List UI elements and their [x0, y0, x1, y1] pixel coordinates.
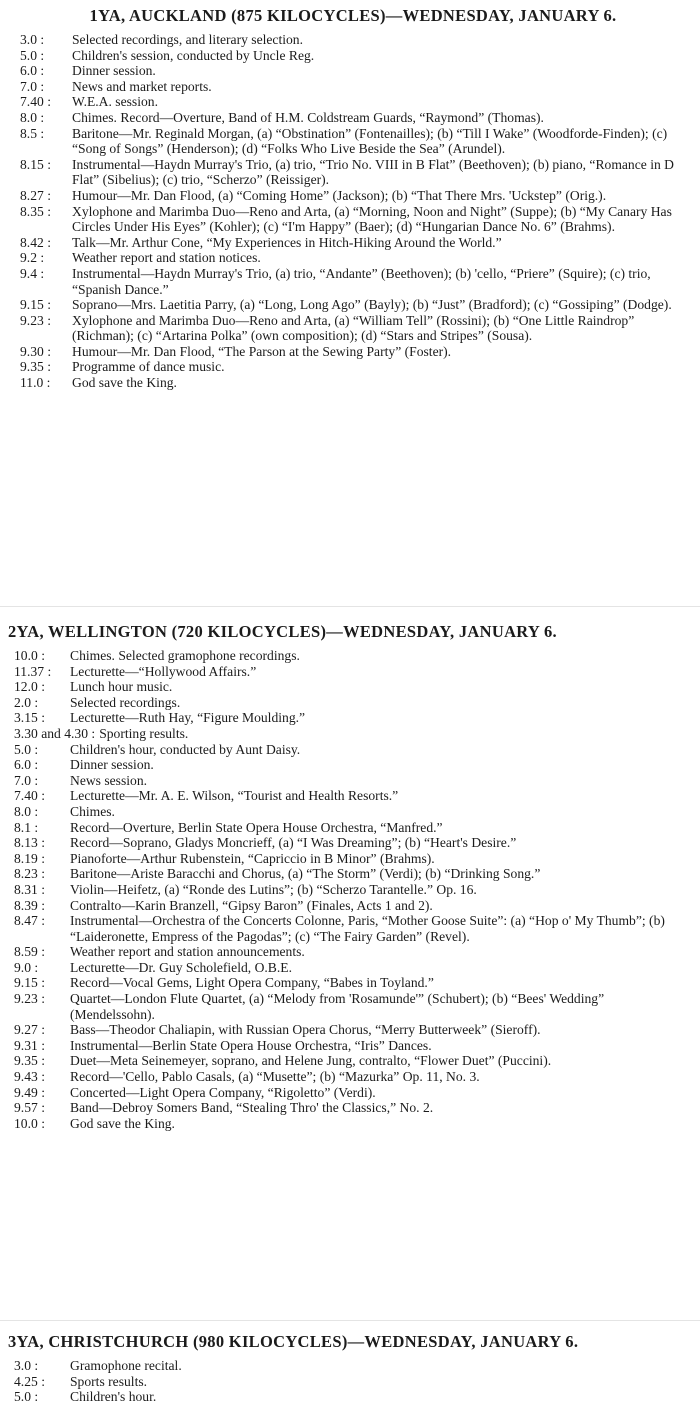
entry-description: W.E.A. session. — [72, 94, 158, 110]
section-1ya-auckland — [0, 4, 700, 391]
entry-description: Talk—Mr. Arthur Cone, “My Experiences in Hitch-Hiking Around the World.” — [72, 234, 502, 250]
program-entry — [0, 188, 700, 204]
program-entry — [0, 866, 700, 882]
program-entry — [0, 742, 700, 758]
entry-time: 8.0 : — [20, 109, 45, 125]
entry-description: Gramophone recital. — [70, 1358, 182, 1373]
entry-time: 8.31 : — [14, 881, 45, 897]
entry-time: 8.35 : — [20, 203, 51, 219]
entry-description: Record—'Cello, Pablo Casals, (a) “Musette”; (b) “Mazurka” Op. 11, No. 3. — [70, 1069, 480, 1085]
section-2ya-wellington — [0, 620, 700, 1131]
entry-description: Instrumental—Haydn Murray's Trio, (a) trio, “Andante” (Beethoven); (b) 'cello, “Priere” (Squire); (c) trio, “Spanish Dance.” — [72, 265, 651, 297]
entry-time: 9.30 : — [20, 343, 51, 359]
program-entry — [0, 266, 700, 297]
entry-description: Record—Soprano, Gladys Moncrieff, (a) “I Was Dreaming”; (b) “Heart's Desire.” — [70, 835, 517, 851]
program-entry — [0, 48, 700, 64]
entry-time: 5.0 : — [14, 741, 39, 757]
entry-description: Band—Debroy Somers Band, “Stealing Thro' the Classics,” No. 2. — [70, 1100, 434, 1116]
entry-time: 3.30 and 4.30 : — [14, 725, 96, 741]
entry-description: Weather report and station notices. — [72, 250, 261, 266]
entry-description: Record—Overture, Berlin State Opera House Orchestra, “Manfred.” — [70, 819, 443, 835]
entry-description: Sports results. — [70, 1373, 148, 1389]
entry-description: Instrumental—Haydn Murray's Trio, (a) trio, “Trio No. VIII in B Flat” (Beethoven); (b) piano, “Romance in D Flat” (Sibelius); (c) trio, “Scherzo” (Reissiger). — [72, 156, 674, 188]
entry-time: 9.15 : — [20, 297, 51, 313]
entry-description: Instrumental—Orchestra of the Concerts Colonne, Paris, “Mother Goose Suite”: (a) “Hop o' My Thumb”; (b) “Laideronette, Empress of the Pagodas”; (c) “The Fairy Garden” (Revel). — [70, 913, 665, 944]
section-3ya-christchurch — [0, 1330, 700, 1405]
entry-description: Quartet—London Flute Quartet, (a) “Melody from 'Rosamunde'” (Schubert); (b) “Bees' Wedding” (Mendelssohn). — [70, 991, 605, 1022]
entry-time: 8.47 : — [14, 913, 45, 929]
entry-time: 3.15 : — [14, 710, 45, 726]
entry-time: 8.19 : — [14, 850, 45, 866]
program-entry — [0, 1374, 700, 1390]
entry-time: 7.0 : — [20, 78, 45, 94]
entry-description: Children's session, conducted by Uncle Reg. — [72, 47, 315, 63]
program-entry — [0, 975, 700, 991]
program-entry — [0, 1116, 700, 1132]
entry-time: 9.15 : — [14, 975, 45, 991]
entry-time: 8.23 : — [14, 866, 45, 882]
entry-time: 9.49 : — [14, 1084, 45, 1100]
entry-description: Chimes. Selected gramophone recordings. — [70, 648, 300, 663]
program-entry — [0, 1358, 700, 1374]
program-list — [0, 648, 700, 1131]
entry-time: 8.39 : — [14, 897, 45, 913]
program-entry — [0, 1389, 700, 1405]
program-entry — [0, 804, 700, 820]
program-list — [0, 1358, 700, 1405]
program-entry — [0, 710, 700, 726]
entry-time: 2.0 : — [14, 694, 39, 710]
section-header: 1YA, AUCKLAND (875 KILOCYCLES)—WEDNESDAY, JANUARY 6. — [89, 6, 617, 25]
program-entry — [0, 1100, 700, 1116]
entry-description: Xylophone and Marimba Duo—Reno and Arta, (a) “William Tell” (Rossini); (b) “One Little Raindrop” (Richman); (c) “Artarina Polka” (own composition); (d) “Stars and Stripes” (Sousa). — [72, 312, 635, 344]
program-entry — [0, 882, 700, 898]
program-entry — [0, 773, 700, 789]
program-entry — [0, 1085, 700, 1101]
entry-description: Lecturette—“Hollywood Affairs.” — [70, 663, 257, 679]
entry-description: Baritone—Mr. Reginald Morgan, (a) “Obstination” (Fontenailles); (b) “Till I Wake” (Woodforde-Finden); (c) “Song of Songs” (Henderson); (d) “Folks Who Live Beside the Sea” (Arundel). — [72, 125, 668, 157]
entry-description: Violin—Heifetz, (a) “Ronde des Lutins”; (b) “Scherzo Tarantelle.” Op. 16. — [70, 881, 477, 897]
program-entry — [0, 648, 700, 664]
entry-description: God save the King. — [72, 375, 177, 391]
program-entry — [0, 788, 700, 804]
program-entry — [0, 157, 700, 188]
program-entry — [0, 250, 700, 266]
section-divider — [0, 606, 700, 607]
entry-time: 3.0 : — [20, 32, 45, 47]
entry-description: Programme of dance music. — [72, 359, 225, 375]
entry-time: 8.42 : — [20, 234, 51, 250]
entry-time: 8.1 : — [14, 819, 39, 835]
entry-description: Contralto—Karin Branzell, “Gipsy Baron” (Finales, Acts 1 and 2). — [70, 897, 433, 913]
program-entry — [0, 359, 700, 375]
entry-time: 8.59 : — [14, 944, 45, 960]
entry-time: 9.23 : — [14, 991, 45, 1007]
program-entry — [0, 851, 700, 867]
entry-time: 5.0 : — [14, 1389, 39, 1405]
entry-time: 8.27 : — [20, 187, 51, 203]
program-entry — [0, 297, 700, 313]
entry-time: 10.0 : — [14, 648, 45, 663]
entry-description: Baritone—Ariste Baracchi and Chorus, (a) “The Storm” (Verdi); (b) “Drinking Song.” — [70, 866, 541, 882]
program-entry — [0, 126, 700, 157]
program-entry — [0, 913, 700, 944]
entry-time: 6.0 : — [20, 63, 45, 79]
section-divider — [0, 1320, 700, 1321]
entry-time: 9.2 : — [20, 250, 45, 266]
program-entry — [0, 679, 700, 695]
entry-time: 10.0 : — [14, 1115, 45, 1131]
entry-description: Weather report and station announcements. — [70, 944, 305, 960]
entry-description: Soprano—Mrs. Laetitia Parry, (a) “Long, Long Ago” (Bayly); (b) “Just” (Bradford); (c) “Gossiping” (Dodge). — [72, 297, 672, 313]
entry-time: 9.4 : — [20, 265, 45, 281]
entry-description: Dinner session. — [72, 63, 156, 79]
program-entry — [0, 63, 700, 79]
entry-time: 11.37 : — [14, 663, 52, 679]
entry-description: Dinner session. — [70, 757, 154, 773]
entry-time: 12.0 : — [14, 679, 45, 695]
entry-description: Record—Vocal Gems, Light Opera Company, “Babes in Toyland.” — [70, 975, 434, 991]
entry-description: Chimes. Record—Overture, Band of H.M. Coldstream Guards, “Raymond” (Thomas). — [72, 109, 544, 125]
entry-description: Sporting results. — [99, 725, 189, 741]
entry-time: 9.35 : — [20, 359, 51, 375]
program-entry — [0, 960, 700, 976]
entry-time: 5.0 : — [20, 47, 45, 63]
entry-time: 6.0 : — [14, 757, 39, 773]
entry-description: Instrumental—Berlin State Opera House Orchestra, “Iris” Dances. — [70, 1037, 432, 1053]
entry-time: 8.5 : — [20, 125, 45, 141]
entry-time: 7.40 : — [20, 94, 51, 110]
section-header: 2YA, WELLINGTON (720 KILOCYCLES)—WEDNESDAY, JANUARY 6. — [8, 622, 557, 641]
entry-description: Children's hour. — [70, 1389, 157, 1405]
entry-description: Humour—Mr. Dan Flood, (a) “Coming Home” (Jackson); (b) “That There Mrs. 'Uckstep” (Orig.). — [72, 187, 607, 203]
entry-time: 9.43 : — [14, 1069, 45, 1085]
program-entry — [0, 726, 700, 742]
entry-description: God save the King. — [70, 1115, 175, 1131]
program-entry — [0, 94, 700, 110]
program-entry — [0, 695, 700, 711]
entry-description: News session. — [70, 772, 148, 788]
entry-time: 8.0 : — [14, 803, 39, 819]
entry-time: 9.23 : — [20, 312, 51, 328]
entry-time: 4.25 : — [14, 1373, 45, 1389]
entry-description: Xylophone and Marimba Duo—Reno and Arta, (a) “Morning, Noon and Night” (Suppe); (b) “My Canary Has Circles Under His Eyes” (Kohler); (c) “I'm Happy” (Baer); (d) “Hungarian Dance No. 6” (Brahms). — [72, 203, 672, 235]
entry-time: 8.15 : — [20, 156, 51, 172]
program-entry — [0, 1053, 700, 1069]
entry-description: Bass—Theodor Chaliapin, with Russian Opera Chorus, “Merry Butterweek” (Sieroff). — [70, 1022, 541, 1038]
program-entry — [0, 344, 700, 360]
entry-time: 7.40 : — [14, 788, 45, 804]
entry-description: News and market reports. — [72, 78, 212, 94]
program-entry — [0, 235, 700, 251]
entry-time: 11.0 : — [20, 375, 51, 391]
program-entry — [0, 313, 700, 344]
program-entry — [0, 898, 700, 914]
program-entry — [0, 991, 700, 1022]
entry-description: Pianoforte—Arthur Rubenstein, “Capriccio in B Minor” (Brahms). — [70, 850, 435, 866]
entry-description: Chimes. — [70, 803, 115, 819]
program-list — [0, 32, 700, 391]
program-entry — [0, 375, 700, 391]
program-entry — [0, 79, 700, 95]
entry-description: Lecturette—Mr. A. E. Wilson, “Tourist and Health Resorts.” — [70, 788, 399, 804]
entry-description: Duet—Meta Seinemeyer, soprano, and Helene Jung, contralto, “Flower Duet” (Puccini). — [70, 1053, 552, 1069]
program-entry — [0, 1022, 700, 1038]
program-entry — [0, 757, 700, 773]
entry-time: 9.35 : — [14, 1053, 45, 1069]
entry-description: Lecturette—Dr. Guy Scholefield, O.B.E. — [70, 959, 292, 975]
program-entry — [0, 1038, 700, 1054]
section-header: 3YA, CHRISTCHURCH (980 KILOCYCLES)—WEDNESDAY, JANUARY 6. — [8, 1332, 579, 1351]
entry-time: 3.0 : — [14, 1358, 39, 1373]
entry-description: Children's hour, conducted by Aunt Daisy. — [70, 741, 301, 757]
program-entry — [0, 835, 700, 851]
program-entry — [0, 944, 700, 960]
entry-time: 9.27 : — [14, 1022, 45, 1038]
entry-time: 8.13 : — [14, 835, 45, 851]
program-entry — [0, 204, 700, 235]
entry-description: Selected recordings. — [70, 694, 181, 710]
program-entry — [0, 110, 700, 126]
entry-description: Lunch hour music. — [70, 679, 173, 695]
entry-description: Humour—Mr. Dan Flood, “The Parson at the Sewing Party” (Foster). — [72, 343, 452, 359]
program-entry — [0, 1069, 700, 1085]
program-entry — [0, 820, 700, 836]
entry-time: 7.0 : — [14, 772, 39, 788]
program-entry — [0, 32, 700, 48]
entry-description: Concerted—Light Opera Company, “Rigoletto” (Verdi). — [70, 1084, 376, 1100]
entry-description: Lecturette—Ruth Hay, “Figure Moulding.” — [70, 710, 306, 726]
entry-time: 9.31 : — [14, 1037, 45, 1053]
program-entry — [0, 664, 700, 680]
entry-time: 9.0 : — [14, 959, 39, 975]
entry-time: 9.57 : — [14, 1100, 45, 1116]
entry-description: Selected recordings, and literary selection. — [72, 32, 304, 47]
